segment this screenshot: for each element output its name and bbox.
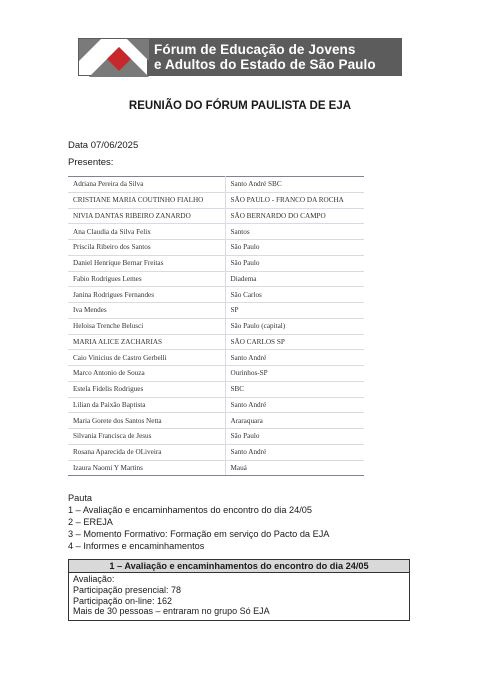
attendee-city: São Paulo xyxy=(225,255,364,271)
attendee-city: Araraquara xyxy=(225,413,364,429)
attendee-row xyxy=(68,381,364,397)
agenda-item: 1 – Avaliação e encaminhamentos do encontro do dia 24/05 xyxy=(68,505,312,515)
attendee-city: SÃO BERNARDO DO CAMPO xyxy=(225,208,364,224)
meeting-date: Data 07/06/2025 xyxy=(68,140,139,151)
attendee-city: SBC xyxy=(225,381,364,397)
attendee-row xyxy=(68,334,364,350)
attendee-city: Santo André SBC xyxy=(225,177,364,193)
attendee-city: Ourinhos-SP xyxy=(225,366,364,382)
evaluation-heading: 1 – Avaliação e encaminhamentos do encontro do dia 24/05 xyxy=(69,560,409,573)
attendee-row xyxy=(68,287,364,303)
attendee-name: Ana Claudia da Silva Felix xyxy=(68,224,225,240)
agenda xyxy=(68,492,329,552)
attendee-row xyxy=(68,444,364,460)
attendee-row xyxy=(68,192,364,208)
evaluation-line: Participação on-line: 162 xyxy=(73,595,173,606)
forum-logo xyxy=(78,38,148,76)
evaluation-line: Participação presencial: 78 xyxy=(73,584,182,595)
attendee-name: Maria Gorete dos Santos Netta xyxy=(68,413,225,429)
attendee-city: São Paulo xyxy=(225,240,364,256)
attendee-row xyxy=(68,240,364,256)
attendee-city: Mauá xyxy=(225,460,364,476)
attendee-row xyxy=(68,413,364,429)
evaluation-line: Mais de 30 pessoas – entraram no grupo Só EJA xyxy=(73,606,270,617)
attendee-row xyxy=(68,224,364,240)
agenda-item: 2 – EREJA xyxy=(68,517,113,527)
attendee-name: Adriana Pereira da Silva xyxy=(68,177,225,193)
attendees-label: Presentes: xyxy=(68,157,114,168)
attendee-city: São Paulo (capital) xyxy=(225,318,364,334)
attendee-city: Santo André xyxy=(225,444,364,460)
attendee-row xyxy=(68,350,364,366)
attendee-name: Estela Fidelis Rodrigues xyxy=(68,381,225,397)
attendee-name: MARIA ALICE ZACHARIAS xyxy=(68,334,225,350)
attendees-table xyxy=(68,176,364,476)
forum-logo-graphic xyxy=(79,39,149,77)
attendee-row xyxy=(68,177,364,193)
forum-name-line2: e Adultos do Estado de São Paulo xyxy=(154,57,376,72)
attendee-row xyxy=(68,303,364,319)
attendee-city: Santos xyxy=(225,224,364,240)
attendee-name: Daniel Henrique Bernar Freitas xyxy=(68,255,225,271)
attendee-city: Santo André xyxy=(225,350,364,366)
attendee-row xyxy=(68,397,364,413)
agenda-item: 3 – Momento Formativo: Formação em serviço do Pacto da EJA xyxy=(68,529,330,539)
evaluation-section xyxy=(68,559,410,621)
attendee-city: Diadema xyxy=(225,271,364,287)
attendee-row xyxy=(68,208,364,224)
evaluation-body xyxy=(69,573,409,620)
document-title: REUNIÃO DO FÓRUM PAULISTA DE EJA xyxy=(128,100,352,112)
attendee-name: Izaura Naomi Y Martins xyxy=(68,460,225,476)
attendee-city: Santo André xyxy=(225,397,364,413)
attendee-name: Rosana Aparecida de OLiveira xyxy=(68,444,225,460)
attendee-city: SP xyxy=(225,303,364,319)
attendee-name: Silvania Francisca de Jesus xyxy=(68,429,225,445)
attendee-row xyxy=(68,255,364,271)
header-banner xyxy=(78,38,402,76)
attendee-name: Priscila Ribeiro dos Santos xyxy=(68,240,225,256)
attendee-row xyxy=(68,366,364,382)
attendee-row xyxy=(68,271,364,287)
attendee-city: São Carlos xyxy=(225,287,364,303)
forum-name xyxy=(148,42,402,72)
agenda-item: 4 – Informes e encaminhamentos xyxy=(68,541,205,551)
attendee-row xyxy=(68,460,364,476)
attendee-name: CRISTIANE MARIA COUTINHO FIALHO xyxy=(68,192,225,208)
attendee-name: Caio Vinicius de Castro Gerbelli xyxy=(68,350,225,366)
attendee-name: Fabio Rodrigues Lemes xyxy=(68,271,225,287)
attendee-city: SÃO CARLOS SP xyxy=(225,334,364,350)
attendee-row xyxy=(68,318,364,334)
attendee-name: NIVIA DANTAS RIBEIRO ZANARDO xyxy=(68,208,225,224)
attendee-name: Iva Mendes xyxy=(68,303,225,319)
attendee-name: Janina Rodrigues Fernandes xyxy=(68,287,225,303)
evaluation-line: Avaliação: xyxy=(73,574,115,584)
attendee-name: Marco Antonio de Souza xyxy=(68,366,225,382)
forum-name-line1: Fórum de Educação de Jovens xyxy=(154,42,356,57)
attendee-city: São Paulo xyxy=(225,429,364,445)
agenda-label: Pauta xyxy=(68,493,93,503)
attendee-row xyxy=(68,429,364,445)
attendee-name: Lilian da Paixão Baptista xyxy=(68,397,225,413)
attendee-name: Heloisa Trenche Belusci xyxy=(68,318,225,334)
attendee-city: SÃO PAULO - FRANCO DA ROCHA xyxy=(225,192,364,208)
